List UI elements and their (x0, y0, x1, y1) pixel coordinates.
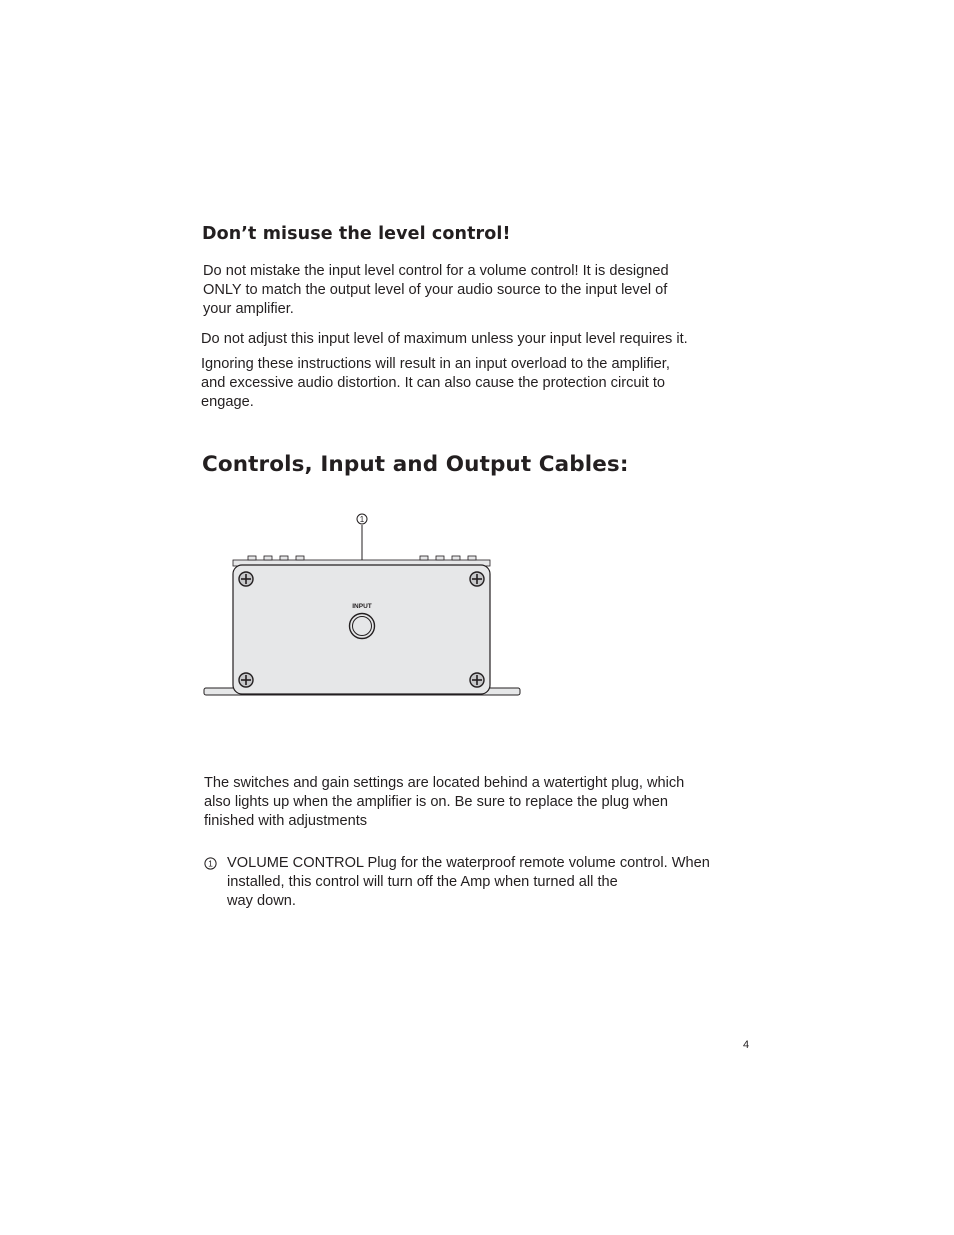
text-line: installed, this control will turn off the Amp when turned all the (227, 874, 618, 890)
text-line: The switches and gain settings are located behind a watertight plug, which (204, 775, 685, 791)
callout-marker (357, 514, 367, 524)
item-text (227, 854, 710, 911)
screw-icon (470, 572, 484, 586)
text-line: finished with adjustments (204, 813, 368, 829)
screw-icon (239, 673, 253, 687)
screw-icon (470, 673, 484, 687)
text-line: and excessive audio distortion. It can also cause the protection circuit to (201, 375, 666, 391)
text-line: Do not adjust this input level of maximum unless your input level requires it. (201, 331, 688, 347)
text-line: Do not mistake the input level control for a volume control! It is designed (203, 263, 669, 279)
section-heading-controls: Controls, Input and Output Cables: (202, 452, 629, 477)
input-label: INPUT (352, 603, 372, 610)
section-heading-level-control: Don’t misuse the level control! (202, 224, 511, 244)
screw-icon (239, 572, 253, 586)
text-line: way down. (227, 893, 296, 909)
text-line: VOLUME CONTROL Plug for the waterproof remote volume control. When (227, 855, 710, 871)
controls-paragraph (204, 774, 684, 831)
amplifier-panel-diagram (200, 508, 524, 700)
item-number-marker (204, 857, 217, 870)
item-number: 1 (208, 858, 213, 869)
level-control-paragraph-2 (201, 330, 688, 349)
callout-number: 1 (359, 515, 365, 524)
level-control-paragraph-1 (203, 262, 669, 319)
input-jack-icon (350, 614, 375, 639)
text-line: also lights up when the amplifier is on. Be sure to replace the plug when (204, 794, 669, 810)
page-number: 4 (743, 1039, 750, 1051)
text-line: engage. (201, 394, 254, 410)
text-line: your amplifier. (203, 301, 294, 317)
text-line: ONLY to match the output level of your audio source to the input level of (203, 282, 668, 298)
text-line: Ignoring these instructions will result in an input overload to the amplifier, (201, 356, 670, 372)
level-control-paragraph-3 (201, 355, 670, 412)
